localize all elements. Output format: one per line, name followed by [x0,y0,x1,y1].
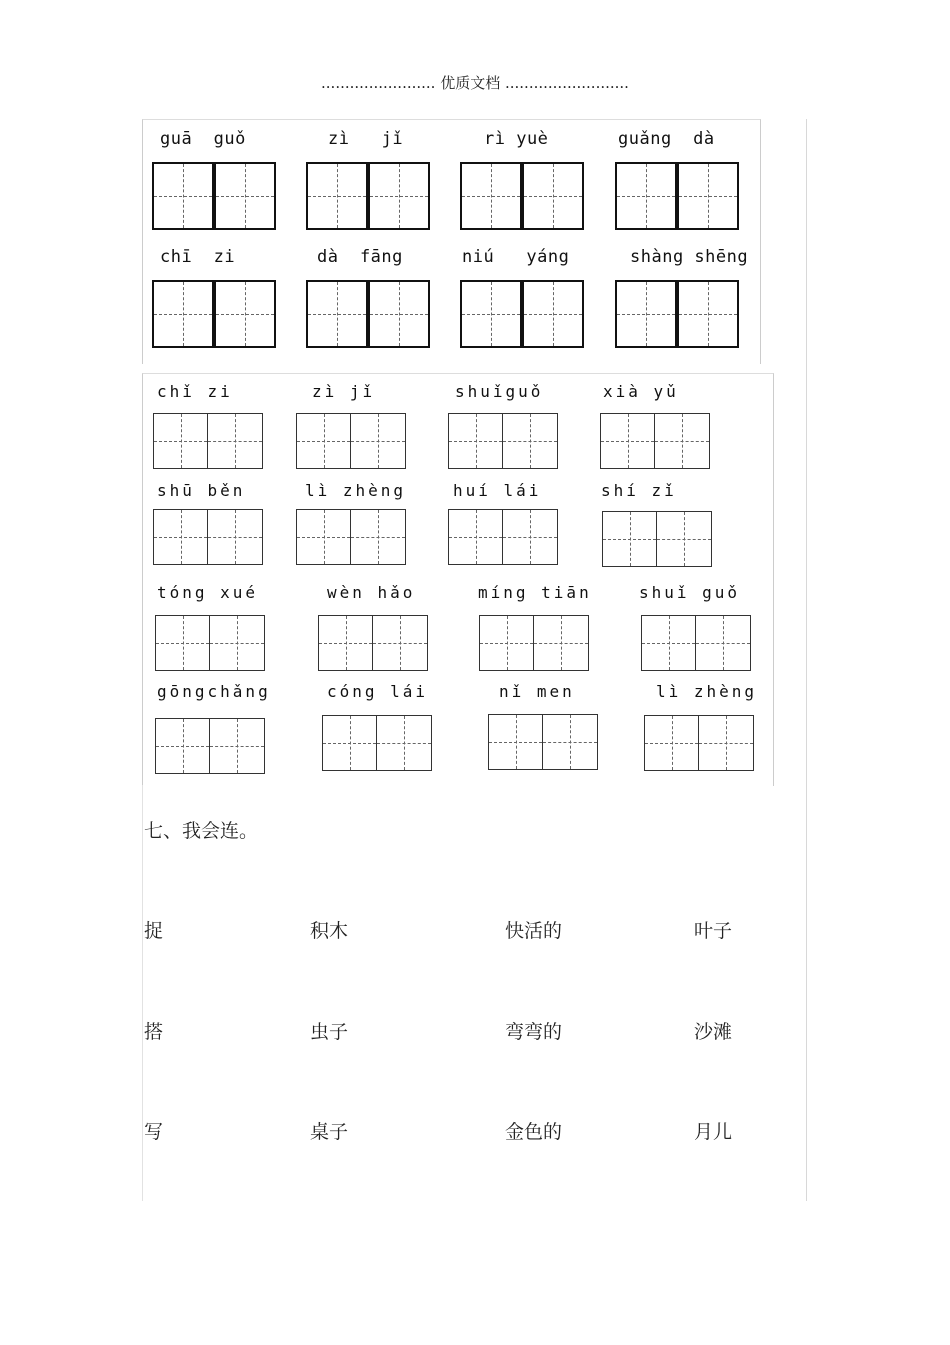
pinyin-label: shàng shēng [630,247,749,267]
writing-grid[interactable] [153,509,263,565]
pinyin-label: chī zi [160,247,236,267]
character-box[interactable] [152,162,214,230]
character-box[interactable] [503,413,558,469]
character-box[interactable] [448,413,503,469]
pinyin-label: lì zhèng [656,682,758,701]
character-box[interactable] [351,509,406,565]
character-box[interactable] [214,162,276,230]
character-box[interactable] [306,280,368,348]
pinyin-label: nǐ men [499,682,575,701]
character-box[interactable] [644,715,699,771]
character-box[interactable] [615,162,677,230]
writing-grid[interactable] [152,280,276,348]
pinyin-label: cóng lái [327,682,429,701]
character-box[interactable] [602,511,657,567]
character-box[interactable] [152,280,214,348]
character-box[interactable] [318,615,373,671]
character-box[interactable] [488,714,543,770]
writing-grid[interactable] [479,615,589,671]
pinyin-label: huí lái [453,481,542,500]
writing-grid[interactable] [488,714,598,770]
writing-grid[interactable] [644,715,754,771]
writing-grid[interactable] [641,615,751,671]
writing-grid[interactable] [615,280,739,348]
writing-grid[interactable] [155,615,265,671]
pinyin-label: wèn hǎo [327,583,416,602]
writing-grid[interactable] [448,509,558,565]
character-box[interactable] [153,413,208,469]
character-box[interactable] [377,715,432,771]
word-verb: 捉 [144,920,164,942]
pinyin-label: shí zǐ [601,481,677,500]
character-box[interactable] [522,280,584,348]
pinyin-label: xià yǔ [603,382,679,401]
writing-grid[interactable] [152,162,276,230]
page-border-left [142,785,143,1201]
writing-grid[interactable] [296,509,406,565]
character-box[interactable] [153,509,208,565]
pinyin-label: guā guǒ [160,129,246,149]
writing-grid[interactable] [460,162,584,230]
character-box[interactable] [657,511,712,567]
writing-grid[interactable] [460,280,584,348]
character-box[interactable] [534,615,589,671]
pinyin-label: gōngchǎng [157,682,271,701]
pinyin-label: tóng xué [157,583,259,602]
writing-grid[interactable] [155,718,265,774]
writing-grid[interactable] [602,511,712,567]
word-noun: 叶子 [694,920,733,942]
pinyin-label: lì zhèng [305,481,407,500]
character-box[interactable] [373,615,428,671]
pinyin-label: niú yáng [462,247,570,267]
character-box[interactable] [155,718,210,774]
writing-grid[interactable] [153,413,263,469]
pinyin-label: shuǐ guǒ [639,583,741,602]
character-box[interactable] [155,615,210,671]
character-box[interactable] [448,509,503,565]
character-box[interactable] [600,413,655,469]
word-noun: 积木 [310,920,349,942]
pinyin-label: zì jǐ [328,129,404,149]
character-box[interactable] [677,162,739,230]
character-box[interactable] [699,715,754,771]
word-noun: 月儿 [694,1121,733,1143]
character-box[interactable] [208,413,263,469]
character-box[interactable] [351,413,406,469]
character-box[interactable] [677,280,739,348]
character-box[interactable] [522,162,584,230]
page-border-right [806,119,807,1201]
character-box[interactable] [296,509,351,565]
page-header: ........................ 优质文档 .......................... [321,74,629,92]
character-box[interactable] [615,280,677,348]
word-noun: 沙滩 [694,1021,733,1043]
pinyin-label: míng tiān [478,583,592,602]
character-box[interactable] [214,280,276,348]
writing-grid[interactable] [322,715,432,771]
character-box[interactable] [306,162,368,230]
pinyin-label: rì yuè [484,129,549,149]
word-adjective: 金色的 [505,1121,563,1143]
character-box[interactable] [210,615,265,671]
writing-grid[interactable] [318,615,428,671]
word-adjective: 弯弯的 [505,1021,563,1043]
character-box[interactable] [543,714,598,770]
writing-grid[interactable] [615,162,739,230]
pinyin-label: chǐ zi [157,382,233,401]
character-box[interactable] [322,715,377,771]
character-box[interactable] [503,509,558,565]
word-noun: 桌子 [310,1121,349,1143]
character-box[interactable] [368,162,430,230]
word-verb: 写 [144,1121,164,1143]
character-box[interactable] [460,280,522,348]
pinyin-label: guǎng dà [618,129,715,149]
word-adjective: 快活的 [505,920,563,942]
writing-grid[interactable] [296,413,406,469]
writing-grid[interactable] [448,413,558,469]
character-box[interactable] [696,615,751,671]
character-box[interactable] [296,413,351,469]
pinyin-label: dà fāng [317,247,403,267]
character-box[interactable] [208,509,263,565]
character-box[interactable] [479,615,534,671]
word-noun: 虫子 [310,1021,349,1043]
writing-grid[interactable] [600,413,710,469]
writing-grid[interactable] [306,280,430,348]
character-box[interactable] [460,162,522,230]
pinyin-label: shuǐguǒ [455,382,544,401]
character-box[interactable] [368,280,430,348]
pinyin-label: shū běn [157,481,246,500]
writing-grid[interactable] [306,162,430,230]
word-verb: 搭 [144,1021,164,1043]
character-box[interactable] [655,413,710,469]
pinyin-label: zì jǐ [312,382,376,401]
section-title: 七、我会连。 [144,820,259,842]
character-box[interactable] [641,615,696,671]
character-box[interactable] [210,718,265,774]
